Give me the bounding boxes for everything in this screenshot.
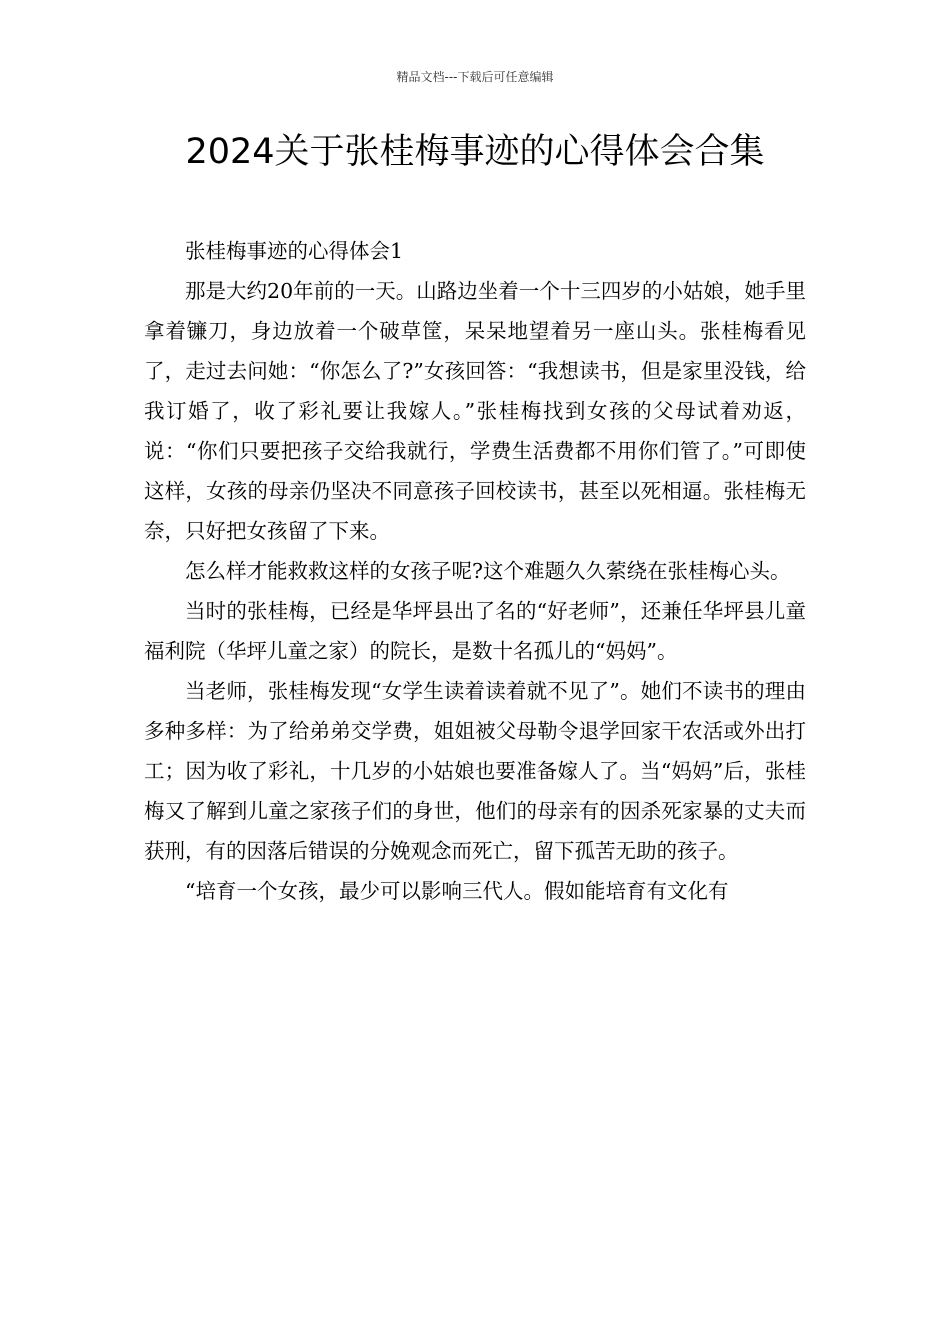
paragraph: 怎么样才能救救这样的女孩子呢?这个难题久久萦绕在张桂梅心头。 [185, 559, 791, 583]
paragraph: “培育一个女孩，最少可以影响三代人。假如能培育有文化有 [185, 879, 729, 903]
document-title: 2024关于张桂梅事迹的心得体会合集 [185, 132, 765, 172]
paragraph: 当时的张桂梅，已经是华坪县出了名的“好老师”，还兼任华坪县儿童福利院（华坪儿童之家）的院长，是数十名孤儿的“妈妈”。 [144, 599, 806, 663]
page-header-note: 精品文档---下载后可任意编辑 [396, 70, 554, 84]
document-body [144, 231, 806, 911]
paragraph: 那是大约20年前的一天。山路边坐着一个十三四岁的小姑娘，她手里拿着镰刀，身边放着一个破草筐，呆呆地望着另一座山头。张桂梅看见了，走过去问她：“你怎么了?”女孩回答：“我想读书，但是家里没钱，给我订婚了，收了彩礼要让我嫁人。”张桂梅找到女孩的父母试着劝返，说：“你们只要把孩子交给我就行，学费生活费都不用你们管了。”可即使这样，女孩的母亲仍坚决不同意孩子回校读书，甚至以死相逼。张桂梅无奈，只好把女孩留了下来。 [144, 279, 806, 543]
paragraph: 当老师，张桂梅发现“女学生读着读着就不见了”。她们不读书的理由多种多样：为了给弟弟交学费，姐姐被父母勒令退学回家干农活或外出打工；因为收了彩礼，十几岁的小姑娘也要准备嫁人了。当“妈妈”后，张桂梅又了解到儿童之家孩子们的身世，他们的母亲有的因杀死家暴的丈夫而获刑，有的因落后错误的分娩观念而死亡，留下孤苦无助的孩子。 [144, 679, 806, 863]
section-heading: 张桂梅事迹的心得体会1 [185, 239, 404, 263]
